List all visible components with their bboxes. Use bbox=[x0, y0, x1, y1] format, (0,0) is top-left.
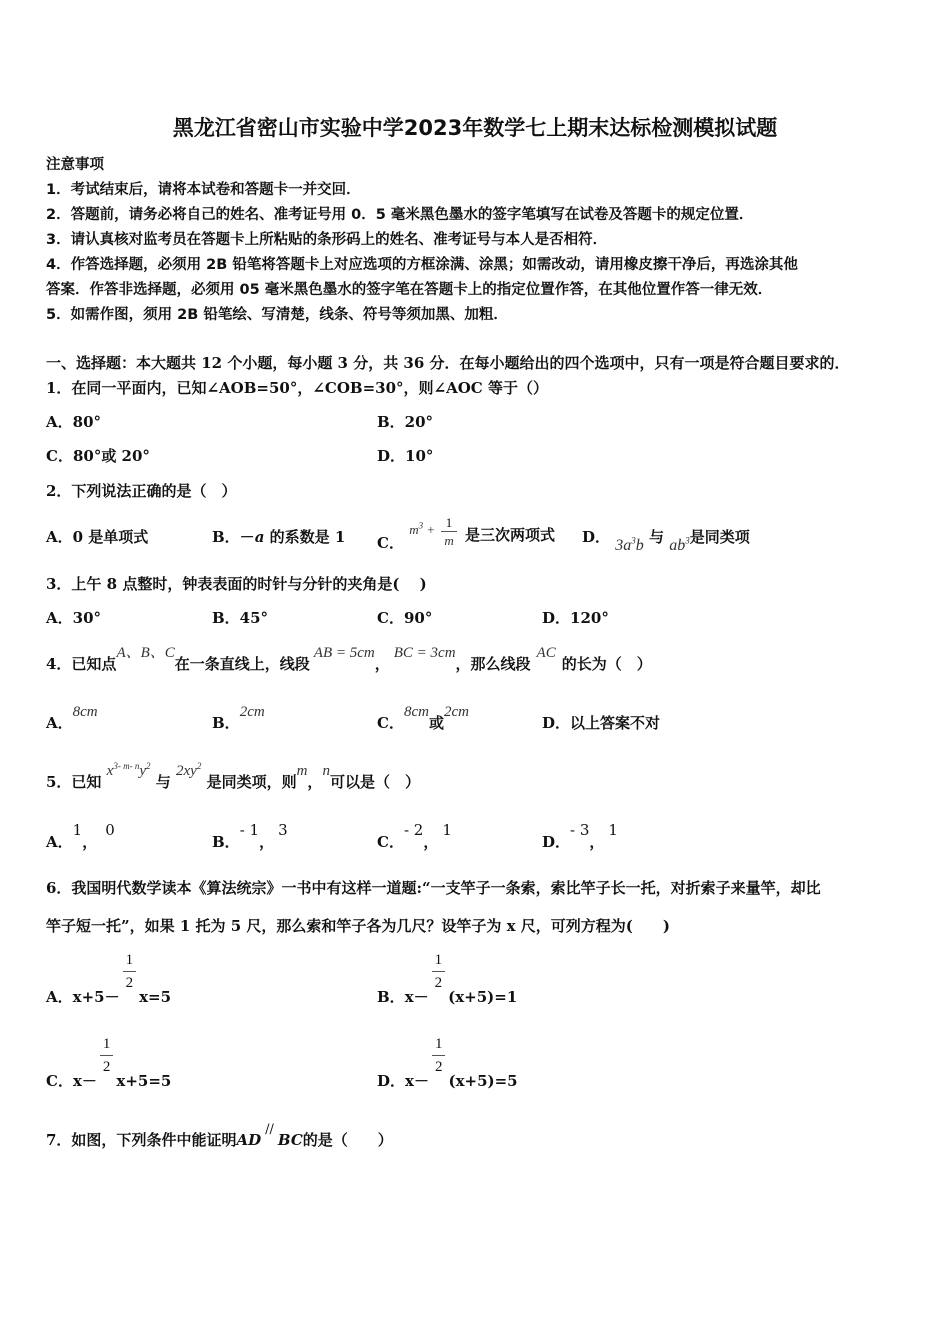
q4-option-d: D．以上答案不对 bbox=[542, 714, 661, 732]
q5-option-d: D．- 3，1 bbox=[542, 821, 618, 851]
q2-option-c: C． $m^3$ + $\frac{1}{m}$ 是三次两项式 bbox=[377, 515, 555, 552]
section-heading: 一、选择题：本大题共 12 个小题，每小题 3 分，共 36 分．在每小题给出的四个选项中，只有一项是符合题目要求的． bbox=[46, 354, 850, 372]
question-3-stem: 3．上午 8 点整时，钟表表面的时针与分针的夹角是( ) bbox=[46, 575, 427, 593]
question-5-stem: 5．已知 $x^{3- m- n}y^2$ 与 $2xy^2$ 是同类项，则m，n可以是（ ） bbox=[46, 761, 420, 791]
q3-option-c: C．90° bbox=[377, 609, 433, 627]
q5-option-a: A．1，0 bbox=[46, 821, 115, 851]
q3-option-a: A．30° bbox=[46, 609, 102, 627]
note-item: 2．答题前，请务必将自己的姓名、准考证号用 0．5 毫米黑色墨水的签字笔填写在试卷及答题卡的规定位置． bbox=[46, 207, 754, 223]
q1-option-c: C．80°或 20° bbox=[46, 447, 150, 465]
q3-option-b: B．45° bbox=[212, 609, 269, 627]
note-item: 3．请认真核对监考员在答题卡上所粘贴的条形码上的姓名、准考证号与本人是否相符． bbox=[46, 232, 608, 248]
q1-option-a: A．80° bbox=[46, 413, 102, 431]
question-6-stem-line2: 竿子短一托”，如果 1 托为 5 尺，那么索和竿子各为几尺？设竿子为 x 尺，可列方程为( ) bbox=[46, 917, 670, 935]
q2-option-b: B．－a 的系数是 1 bbox=[212, 528, 346, 546]
note-item: 4．作答选择题，必须用 2B 铅笔将答题卡上对应选项的方框涂满、涂黑；如需改动，请用橡皮擦干净后，再选涂其他 bbox=[46, 257, 798, 273]
q2-option-a: A．0 是单项式 bbox=[46, 528, 149, 546]
q6-option-b: B．x－ $\frac{1}{2}$ (x+5)=1 bbox=[377, 949, 517, 994]
q5-option-b: B．- 1，3 bbox=[212, 821, 288, 851]
q1-option-b: B．20° bbox=[377, 413, 434, 431]
question-6-stem-line1: 6．我国明代数学读本《算法统宗》一书中有这样一道题:“一支竿子一条索，索比竿子长一托，对折索子来量竿，却比 bbox=[46, 879, 821, 897]
q5-option-c: C．- 2，1 bbox=[377, 821, 452, 851]
page-title: 黑龙江省密山市实验中学2023年数学七上期末达标检测模拟试题 bbox=[172, 116, 778, 140]
note-item: 5．如需作图，须用 2B 铅笔绘、写清楚，线条、符号等须加黑、加粗． bbox=[46, 307, 508, 323]
q6-option-d: D．x－ $\frac{1}{2}$ (x+5)=5 bbox=[377, 1033, 518, 1078]
note-item: 答案．作答非选择题，必须用 05 毫米黑色墨水的签字笔在答题卡上的指定位置作答，在其他位置作答一律无效． bbox=[46, 282, 773, 298]
q3-option-d: D．120° bbox=[542, 609, 609, 627]
q6-option-c: C．x－ $\frac{1}{2}$ x+5=5 bbox=[46, 1033, 171, 1078]
question-7-stem: 7．如图，下列条件中能证明AD//BC的是（ ） bbox=[46, 1122, 393, 1149]
q1-option-d: D．10° bbox=[377, 447, 434, 465]
question-1-stem: 1．在同一平面内，已知∠AOB=50°，∠COB=30°，则∠AOC 等于（） bbox=[46, 379, 548, 397]
question-2-stem: 2．下列说法正确的是（ ） bbox=[46, 482, 237, 500]
q6-option-a: A．x+5－ $\frac{1}{2}$ x=5 bbox=[46, 949, 171, 994]
notes-heading: 注意事项 bbox=[46, 157, 104, 173]
note-item: 1．考试结束后，请将本试卷和答题卡一并交回． bbox=[46, 182, 361, 198]
q4-option-c: C．8cm或2cm bbox=[377, 704, 469, 732]
question-4-stem: 4．已知点A、B、C在一条直线上，线段AB = 5cm，BC = 3cm，那么线段AC的长为（ ） bbox=[46, 645, 652, 673]
q4-option-b: B．2cm bbox=[212, 704, 265, 732]
q4-option-a: A．8cm bbox=[46, 704, 98, 732]
q2-option-d: D． $3a^3b$ 与 $ab^3$是同类项 bbox=[582, 528, 750, 554]
